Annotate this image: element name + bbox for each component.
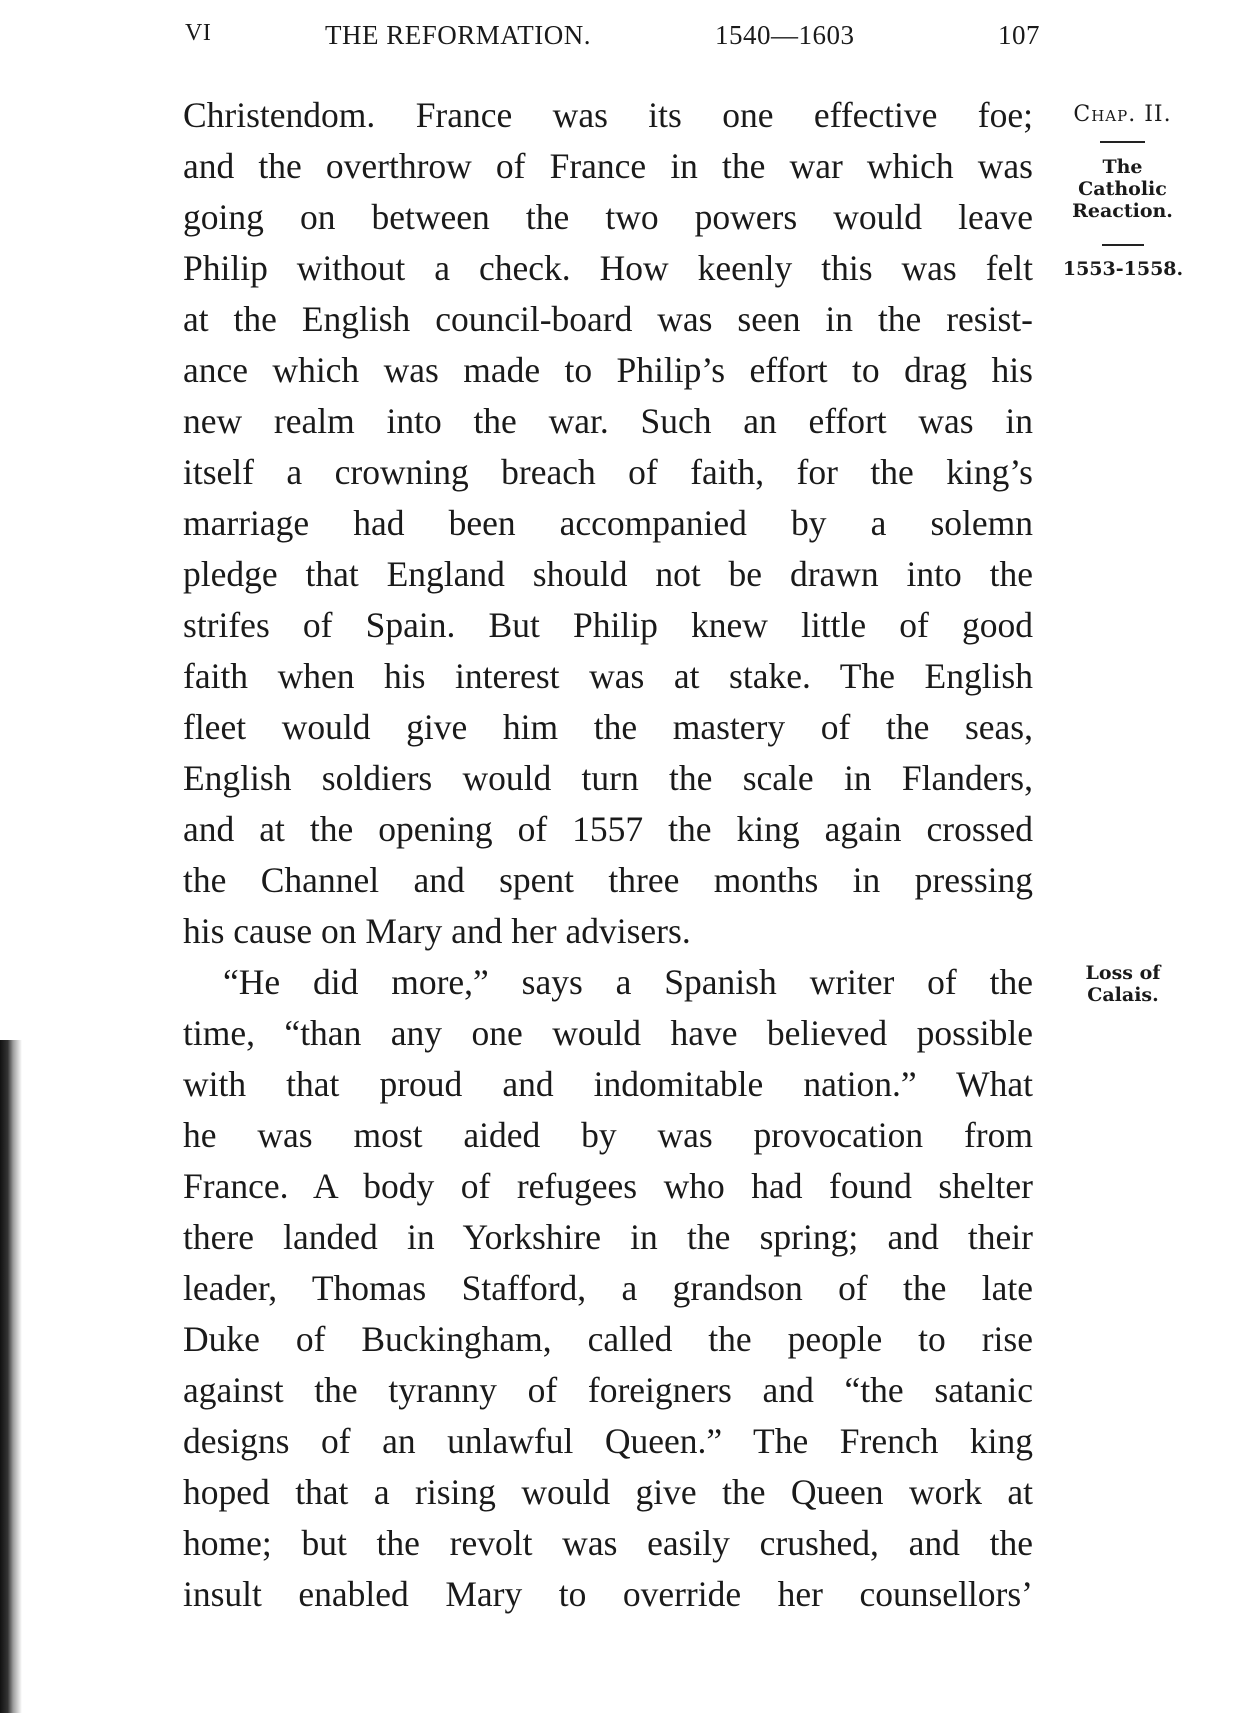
body-text — [183, 90, 1033, 1620]
running-title: THE REFORMATION. — [325, 20, 592, 50]
text-line: designs of an unlawful Queen.” The French king — [183, 1421, 1033, 1461]
text-line: and at the opening of 1557 the king again crossed — [183, 809, 1033, 849]
text-line: faith when his interest was at stake. The English — [183, 656, 1033, 696]
text-line: ance which was made to Philip’s effort to drag his — [183, 350, 1033, 390]
section-number: VI — [185, 20, 212, 46]
text-line: fleet would give him the mastery of the seas, — [183, 707, 1033, 747]
text-line: pledge that England should not be drawn into the — [183, 554, 1033, 594]
text-line: Philip without a check. How keenly this was felt — [183, 248, 1033, 288]
text-line: against the tyranny of foreigners and “the satanic — [183, 1370, 1033, 1410]
margin-note-loss-line: Calais. — [1087, 984, 1159, 1006]
text-line: France. A body of refugees who had found shelter — [183, 1166, 1033, 1206]
margin-rule — [1100, 141, 1145, 143]
page-number: 107 — [998, 20, 1040, 50]
text-line: the Channel and spent three months in pressing — [183, 860, 1033, 900]
running-head — [185, 20, 1040, 60]
text-line: his cause on Mary and her advisers. — [183, 911, 691, 951]
margin-note-dates: 1553-1558. — [1062, 258, 1184, 280]
text-line: insult enabled Mary to override her counsellors’ — [183, 1574, 1033, 1614]
text-line: there landed in Yorkshire in the spring; and their — [183, 1217, 1033, 1257]
margin-note-topic-line: Reaction. — [1072, 200, 1173, 222]
margin-note-loss-of-calais — [1068, 962, 1178, 1006]
margin-note-loss-line: Loss of — [1085, 962, 1161, 984]
text-line: hoped that a rising would give the Queen work at — [183, 1472, 1033, 1512]
binding-shadow — [0, 1040, 22, 1713]
margin-note-topic-line: The — [1102, 156, 1143, 178]
text-line: going on between the two powers would leave — [183, 197, 1033, 237]
text-line: marriage had been accompanied by a solemn — [183, 503, 1033, 543]
margin-note-topic-line: Catholic — [1078, 178, 1167, 200]
text-line: itself a crowning breach of faith, for the king’s — [183, 452, 1033, 492]
text-line: he was most aided by was provocation from — [183, 1115, 1033, 1155]
text-line: Christendom. France was its one effective foe; — [183, 95, 1033, 135]
text-line: leader, Thomas Stafford, a grandson of the late — [183, 1268, 1033, 1308]
text-line: “He did more,” says a Spanish writer of the — [223, 962, 1033, 1002]
text-line: home; but the revolt was easily crushed, and the — [183, 1523, 1033, 1563]
margin-note-chapter: Chap. II. — [1073, 102, 1172, 127]
text-line: new realm into the war. Such an effort was in — [183, 401, 1033, 441]
running-dates: 1540—1603 — [715, 20, 855, 50]
margin-rule — [1102, 244, 1144, 246]
text-line: strifes of Spain. But Philip knew little of good — [183, 605, 1033, 645]
text-line: English soldiers would turn the scale in Flanders, — [183, 758, 1033, 798]
text-line: at the English council-board was seen in the resist- — [183, 299, 1033, 339]
text-line: with that proud and indomitable nation.” What — [183, 1064, 1033, 1104]
text-line: Duke of Buckingham, called the people to rise — [183, 1319, 1033, 1359]
margin-note-topic — [1060, 156, 1185, 222]
text-line: time, “than any one would have believed possible — [183, 1013, 1033, 1053]
text-line: and the overthrow of France in the war which was — [183, 146, 1033, 186]
